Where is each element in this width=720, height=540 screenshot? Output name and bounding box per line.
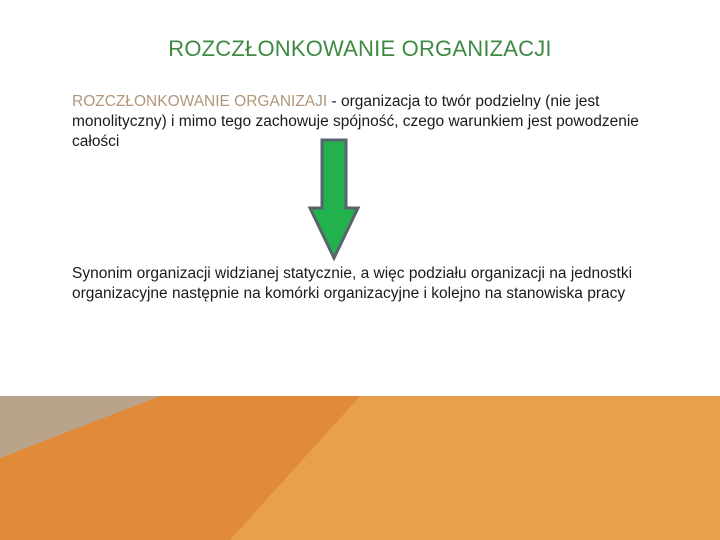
slide-title: ROZCZŁONKOWANIE ORGANIZACJI <box>168 36 552 61</box>
down-arrow-icon <box>304 138 416 264</box>
synonym-paragraph: Synonim organizacji widzianej statycznie, a więc podziału organizacji na jednostki organizacyjne następnie na komórki organizacyjne i kolejno na stanowiska pracy <box>72 265 633 302</box>
definition-term: ROZCZŁONKOWANIE ORGANIZAJI <box>72 93 328 110</box>
definition-text: - organizacja to twór podzielny (nie jest monolityczny) i mimo tego zachowuje spójność, czego warunkiem jest powodzenie całości <box>72 93 639 150</box>
footer-decoration <box>0 396 720 540</box>
